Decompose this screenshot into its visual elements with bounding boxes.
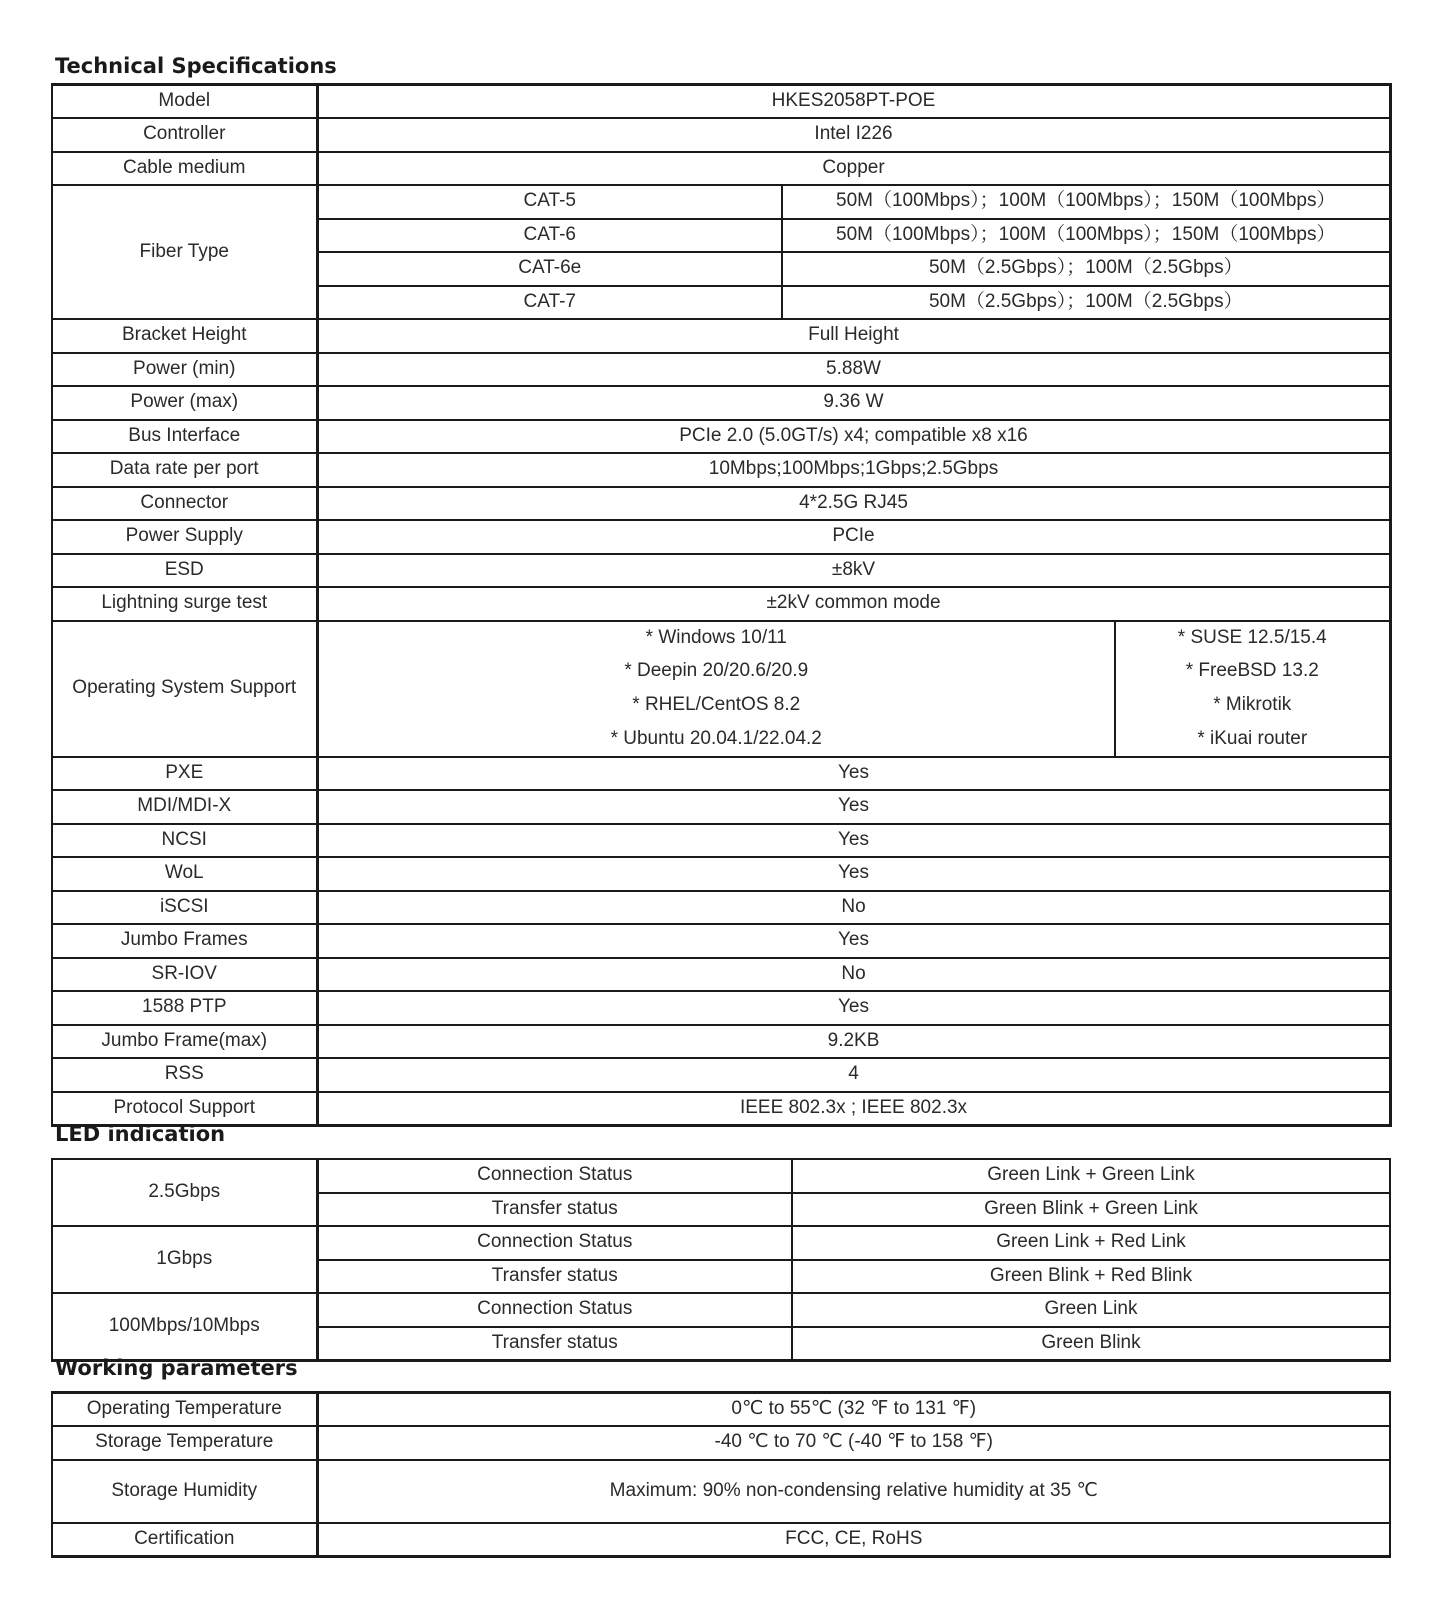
work-label-st-temp: Storage Temperature bbox=[52, 1426, 317, 1460]
spec-label-connector: Connector bbox=[52, 487, 317, 521]
work-label-humidity: Storage Humidity bbox=[52, 1460, 317, 1523]
os-right-item: * iKuai router bbox=[1115, 723, 1390, 757]
spec-label-fiber: Fiber Type bbox=[52, 185, 317, 319]
os-right-item: * FreeBSD 13.2 bbox=[1115, 655, 1390, 689]
fiber-value-cell: 50M（100Mbps）；100M（100Mbps）；150M（100Mbps） bbox=[782, 219, 1390, 253]
spec-label-controller: Controller bbox=[52, 118, 317, 152]
spec-label-power-supply: Power Supply bbox=[52, 520, 317, 554]
table-row bbox=[52, 152, 1390, 186]
work-value-cert: FCC, CE, RoHS bbox=[317, 1523, 1390, 1557]
table-row bbox=[52, 587, 1390, 621]
tech-spec-table bbox=[51, 83, 1392, 1127]
os-right-item: * SUSE 12.5/15.4 bbox=[1115, 621, 1390, 655]
spec-label-iscsi: iSCSI bbox=[52, 891, 317, 925]
led-status-cell: Connection Status bbox=[317, 1293, 792, 1327]
led-value-cell: Green Blink + Red Blink bbox=[792, 1260, 1390, 1294]
spec-value-ptp: Yes bbox=[317, 991, 1390, 1025]
work-value-st-temp: -40 ℃ to 70 ℃ (-40 ℉ to 158 ℉) bbox=[317, 1426, 1390, 1460]
work-label-op-temp: Operating Temperature bbox=[52, 1393, 317, 1427]
table-row bbox=[52, 420, 1390, 454]
spec-label-bracket: Bracket Height bbox=[52, 319, 317, 353]
spec-value-bus: PCIe 2.0 (5.0GT/s) x4; compatible x8 x16 bbox=[317, 420, 1390, 454]
working-parameters-title: Working parameters bbox=[55, 1356, 298, 1380]
table-row bbox=[52, 185, 1390, 219]
table-row bbox=[52, 1226, 1390, 1260]
table-row bbox=[52, 1426, 1390, 1460]
led-speed-label: 2.5Gbps bbox=[52, 1159, 317, 1226]
spec-label-bus: Bus Interface bbox=[52, 420, 317, 454]
table-row bbox=[52, 824, 1390, 858]
spec-label-jumbo: Jumbo Frames bbox=[52, 924, 317, 958]
table-row bbox=[52, 554, 1390, 588]
work-value-humidity: Maximum: 90% non-condensing relative humidity at 35 ℃ bbox=[317, 1460, 1390, 1523]
work-value-op-temp: 0℃ to 55℃ (32 ℉ to 131 ℉) bbox=[317, 1393, 1390, 1427]
spec-value-wol: Yes bbox=[317, 857, 1390, 891]
spec-value-jumbo: Yes bbox=[317, 924, 1390, 958]
spec-value-bracket: Full Height bbox=[317, 319, 1390, 353]
spec-value-protocol: IEEE 802.3x ; IEEE 802.3x bbox=[317, 1092, 1390, 1126]
table-row bbox=[52, 453, 1390, 487]
fiber-value-cell: 50M（2.5Gbps）；100M（2.5Gbps） bbox=[782, 286, 1390, 320]
spec-value-lightning: ±2kV common mode bbox=[317, 587, 1390, 621]
spec-value-controller: Intel I226 bbox=[317, 118, 1390, 152]
spec-label-os: Operating System Support bbox=[52, 621, 317, 757]
fiber-type-cell: CAT-6e bbox=[317, 252, 782, 286]
fiber-type-cell: CAT-5 bbox=[317, 185, 782, 219]
os-left-item: * Ubuntu 20.04.1/22.04.2 bbox=[317, 723, 1115, 757]
spec-label-lightning: Lightning surge test bbox=[52, 587, 317, 621]
work-label-cert: Certification bbox=[52, 1523, 317, 1557]
table-row bbox=[52, 1025, 1390, 1059]
spec-value-power-min: 5.88W bbox=[317, 353, 1390, 387]
spec-label-esd: ESD bbox=[52, 554, 317, 588]
spec-value-ncsi: Yes bbox=[317, 824, 1390, 858]
spec-label-pxe: PXE bbox=[52, 757, 317, 791]
spec-label-data-rate: Data rate per port bbox=[52, 453, 317, 487]
led-status-cell: Transfer status bbox=[317, 1327, 792, 1361]
led-speed-label: 1Gbps bbox=[52, 1226, 317, 1293]
fiber-type-cell: CAT-6 bbox=[317, 219, 782, 253]
table-row bbox=[52, 1293, 1390, 1327]
spec-value-sriov: No bbox=[317, 958, 1390, 992]
spec-label-ncsi: NCSI bbox=[52, 824, 317, 858]
fiber-value-cell: 50M（2.5Gbps）；100M（2.5Gbps） bbox=[782, 252, 1390, 286]
table-row bbox=[52, 991, 1390, 1025]
led-status-cell: Connection Status bbox=[317, 1159, 792, 1193]
spec-value-esd: ±8kV bbox=[317, 554, 1390, 588]
spec-label-rss: RSS bbox=[52, 1058, 317, 1092]
table-row bbox=[52, 353, 1390, 387]
fiber-value-cell: 50M（100Mbps）；100M（100Mbps）；150M（100Mbps） bbox=[782, 185, 1390, 219]
spec-label-cable: Cable medium bbox=[52, 152, 317, 186]
table-row bbox=[52, 118, 1390, 152]
table-row bbox=[52, 1092, 1390, 1126]
led-status-cell: Connection Status bbox=[317, 1226, 792, 1260]
spec-value-cable: Copper bbox=[317, 152, 1390, 186]
spec-label-power-max: Power (max) bbox=[52, 386, 317, 420]
spec-value-jumbo-max: 9.2KB bbox=[317, 1025, 1390, 1059]
spec-label-mdi: MDI/MDI-X bbox=[52, 790, 317, 824]
spec-value-model: HKES2058PT-POE bbox=[317, 85, 1390, 119]
table-row bbox=[52, 891, 1390, 925]
table-row bbox=[52, 1159, 1390, 1193]
spec-label-sriov: SR-IOV bbox=[52, 958, 317, 992]
table-row bbox=[52, 958, 1390, 992]
table-row bbox=[52, 857, 1390, 891]
table-row bbox=[52, 1460, 1390, 1523]
spec-value-mdi: Yes bbox=[317, 790, 1390, 824]
os-left-item: * RHEL/CentOS 8.2 bbox=[317, 689, 1115, 723]
spec-label-power-min: Power (min) bbox=[52, 353, 317, 387]
working-parameters-table bbox=[51, 1391, 1391, 1558]
spec-label-protocol: Protocol Support bbox=[52, 1092, 317, 1126]
spec-label-wol: WoL bbox=[52, 857, 317, 891]
led-speed-label: 100Mbps/10Mbps bbox=[52, 1293, 317, 1360]
tech-spec-title: Technical Specifications bbox=[55, 54, 337, 78]
table-row bbox=[52, 85, 1390, 119]
table-row bbox=[52, 487, 1390, 521]
table-row bbox=[52, 621, 1390, 655]
os-right-item: * Mikrotik bbox=[1115, 689, 1390, 723]
table-row bbox=[52, 386, 1390, 420]
led-value-cell: Green Link + Green Link bbox=[792, 1159, 1390, 1193]
table-row bbox=[52, 319, 1390, 353]
spec-value-connector: 4*2.5G RJ45 bbox=[317, 487, 1390, 521]
led-value-cell: Green Link bbox=[792, 1293, 1390, 1327]
led-status-cell: Transfer status bbox=[317, 1260, 792, 1294]
os-left-item: * Deepin 20/20.6/20.9 bbox=[317, 655, 1115, 689]
spec-label-jumbo-max: Jumbo Frame(max) bbox=[52, 1025, 317, 1059]
spec-label-ptp: 1588 PTP bbox=[52, 991, 317, 1025]
spec-value-iscsi: No bbox=[317, 891, 1390, 925]
os-left-item: * Windows 10/11 bbox=[317, 621, 1115, 655]
table-row bbox=[52, 1058, 1390, 1092]
table-row bbox=[52, 1393, 1390, 1427]
table-row bbox=[52, 757, 1390, 791]
led-status-cell: Transfer status bbox=[317, 1193, 792, 1227]
led-indication-title: LED indication bbox=[55, 1122, 226, 1146]
spec-value-power-supply: PCIe bbox=[317, 520, 1390, 554]
spec-value-data-rate: 10Mbps;100Mbps;1Gbps;2.5Gbps bbox=[317, 453, 1390, 487]
table-row bbox=[52, 520, 1390, 554]
led-indication-table bbox=[51, 1158, 1391, 1362]
spec-value-power-max: 9.36 W bbox=[317, 386, 1390, 420]
led-value-cell: Green Blink + Green Link bbox=[792, 1193, 1390, 1227]
fiber-type-cell: CAT-7 bbox=[317, 286, 782, 320]
spec-label-model: Model bbox=[52, 85, 317, 119]
spec-value-rss: 4 bbox=[317, 1058, 1390, 1092]
led-value-cell: Green Blink bbox=[792, 1327, 1390, 1361]
led-value-cell: Green Link + Red Link bbox=[792, 1226, 1390, 1260]
table-row bbox=[52, 924, 1390, 958]
table-row bbox=[52, 1523, 1390, 1557]
spec-value-pxe: Yes bbox=[317, 757, 1390, 791]
table-row bbox=[52, 790, 1390, 824]
